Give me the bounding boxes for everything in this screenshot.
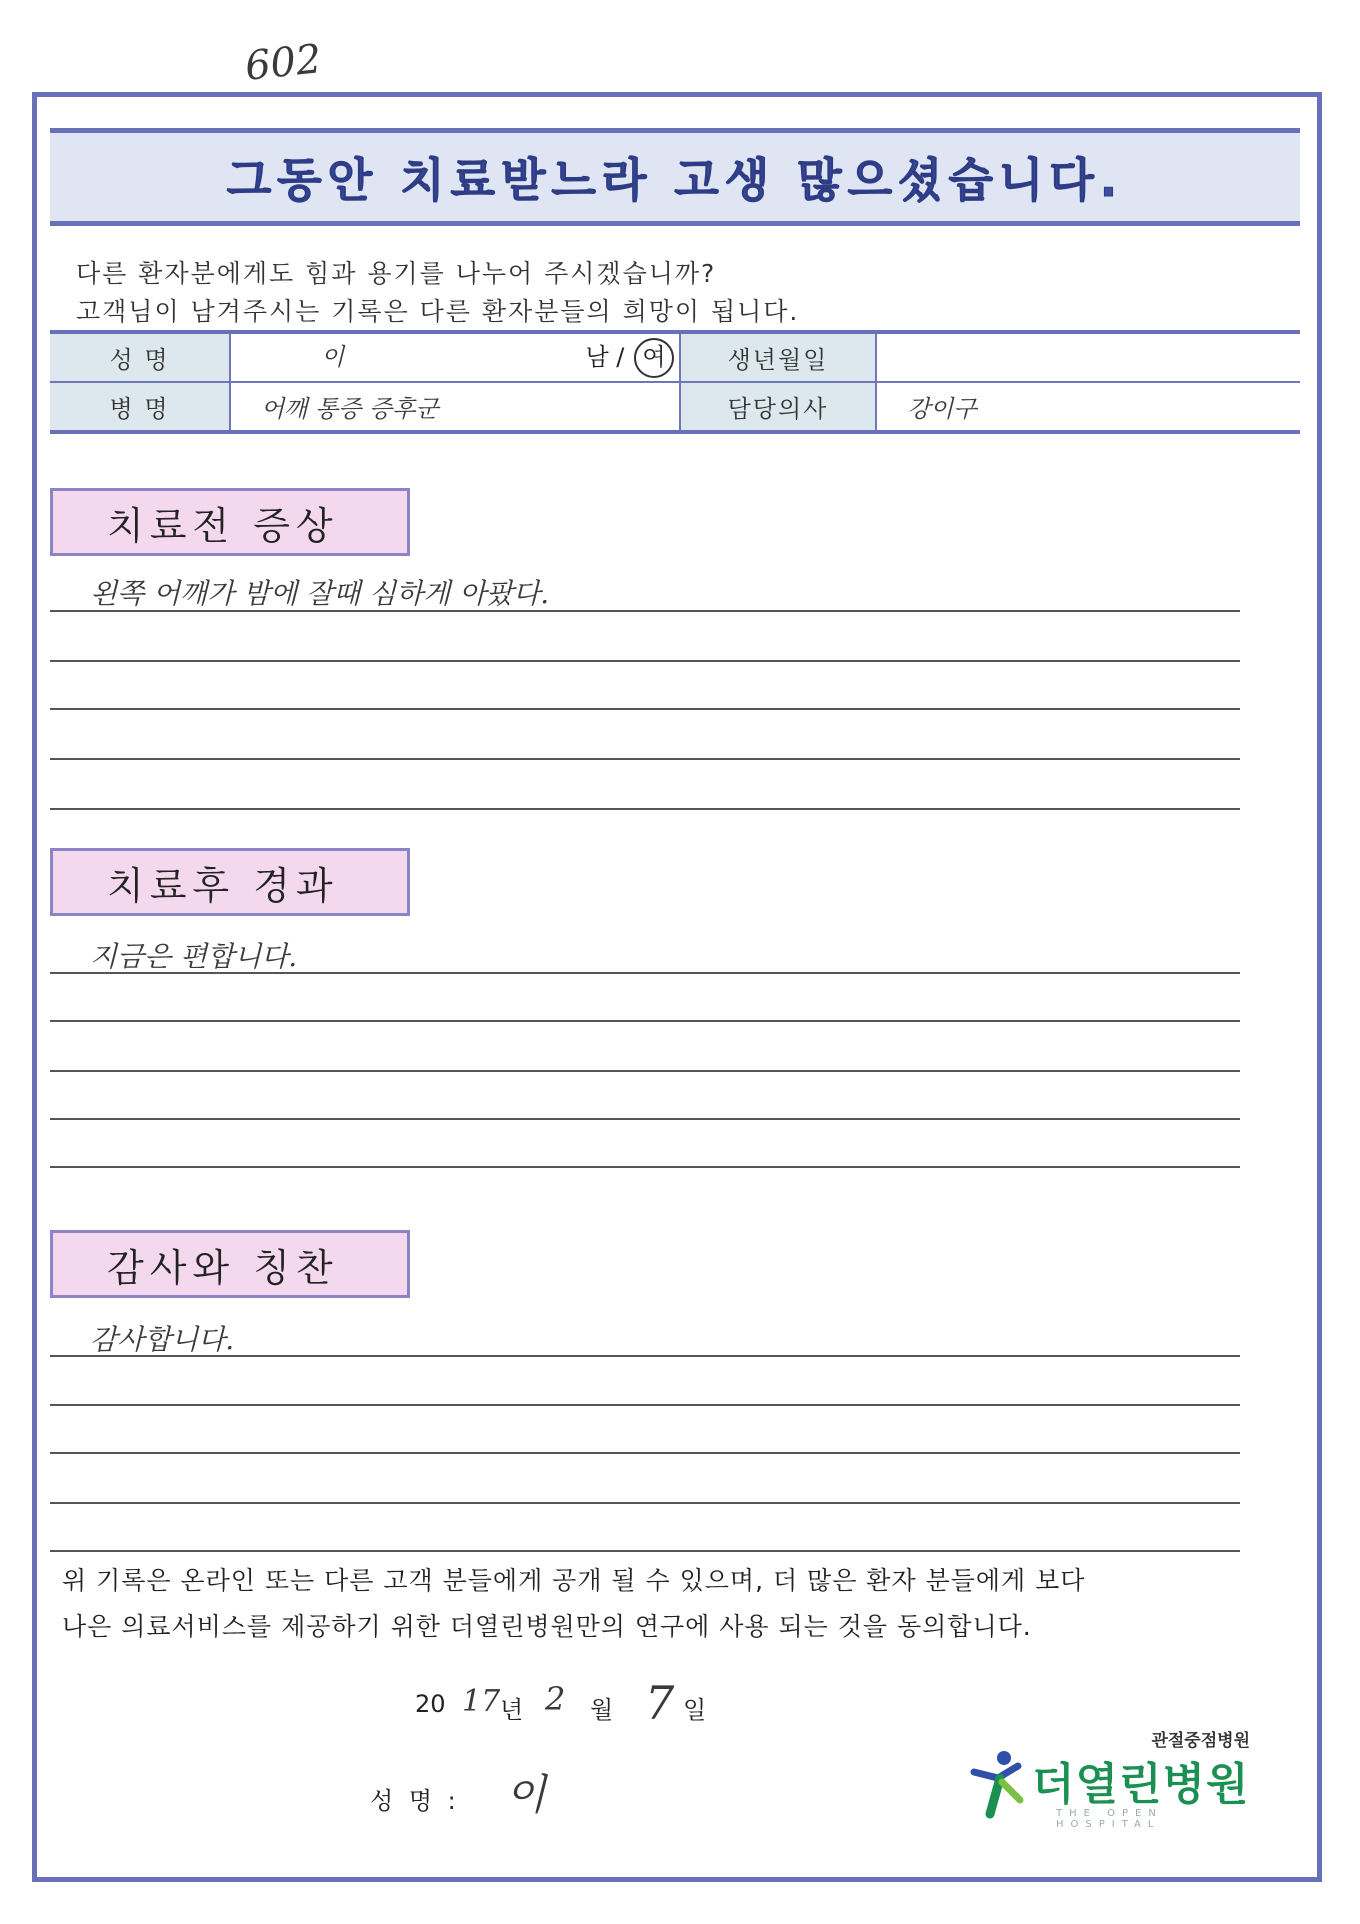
writing-line xyxy=(50,660,1240,662)
writing-line xyxy=(50,1355,1240,1357)
birth-value xyxy=(876,332,1300,382)
consent-text xyxy=(62,1558,1085,1650)
name-cell xyxy=(230,332,680,382)
logo-english: THE OPEN HOSPITAL xyxy=(1056,1808,1163,1830)
writing-line xyxy=(50,758,1240,760)
writing-line xyxy=(50,1550,1240,1552)
gender-female-circled: 여 xyxy=(634,338,674,378)
date-year-label: 년 xyxy=(500,1696,524,1724)
date-year: 17 xyxy=(462,1684,501,1719)
banner-title: 그동안 치료받느라 고생 많으셨습니다. xyxy=(226,153,1124,207)
date-month-label: 월 xyxy=(590,1696,614,1724)
disease-label: 병 명 xyxy=(50,382,230,432)
gender-separator: / xyxy=(616,343,625,371)
page-number: 602 xyxy=(242,36,324,90)
intro-text xyxy=(76,255,799,331)
title-banner xyxy=(50,128,1300,226)
before-treatment-label: 치료전 증상 xyxy=(50,488,410,556)
writing-line xyxy=(50,808,1240,810)
writing-line xyxy=(50,708,1240,710)
doctor-value: 강이구 xyxy=(876,382,1300,432)
name-value: 이 xyxy=(321,343,345,371)
hospital-logo xyxy=(960,1726,1250,1830)
after-treatment-text: 지금은 편합니다. xyxy=(90,940,298,973)
writing-line xyxy=(50,972,1240,974)
birth-label: 생년월일 xyxy=(680,332,876,382)
writing-line xyxy=(50,1502,1240,1504)
logo-subtitle: 관절중점병원 xyxy=(1151,1731,1250,1751)
date-day-label: 일 xyxy=(683,1696,707,1724)
patient-info-table xyxy=(50,330,1300,434)
name-label: 성 명 xyxy=(50,332,230,382)
signature-value: 이 xyxy=(505,1770,550,1819)
disease-value: 어깨 통증 증후군 xyxy=(230,382,680,432)
signature-label: 성 명 : xyxy=(370,1787,460,1815)
writing-line xyxy=(50,610,1240,612)
writing-line xyxy=(50,1020,1240,1022)
date-day: 7 xyxy=(645,1676,675,1730)
intro-line-1: 다른 환자분에게도 힘과 용기를 나누어 주시겠습니까? xyxy=(76,259,717,288)
intro-line-2: 고객님이 남겨주시는 기록은 다른 환자분들의 희망이 됩니다. xyxy=(76,297,800,326)
writing-line xyxy=(50,1452,1240,1454)
logo-figure-icon xyxy=(968,1748,1032,1820)
after-treatment-label: 치료후 경과 xyxy=(50,848,410,916)
consent-line-1: 위 기록은 온라인 또는 다른 고객 분들에게 공개 될 수 있으며, 더 많은 환자 분들에게 보다 xyxy=(62,1566,1086,1595)
date-prefix: 20 xyxy=(415,1690,446,1718)
thanks-label: 감사와 칭찬 xyxy=(50,1230,410,1298)
before-treatment-text: 왼쪽 어깨가 밤에 잘때 심하게 아팠다. xyxy=(90,577,550,610)
writing-line xyxy=(50,1070,1240,1072)
consent-line-2: 나은 의료서비스를 제공하기 위한 더열린병원만의 연구에 사용 되는 것을 동의합니다. xyxy=(62,1612,1032,1641)
logo-name: 더열린병원 xyxy=(1032,1759,1250,1810)
thanks-text: 감사합니다. xyxy=(90,1323,235,1356)
gender-male: 남 xyxy=(585,343,609,371)
writing-line xyxy=(50,1118,1240,1120)
writing-line xyxy=(50,1404,1240,1406)
doctor-label: 담당의사 xyxy=(680,382,876,432)
gender-selector xyxy=(585,337,674,378)
signature-row xyxy=(370,1762,550,1822)
date-month: 2 xyxy=(545,1680,566,1718)
writing-line xyxy=(50,1166,1240,1168)
